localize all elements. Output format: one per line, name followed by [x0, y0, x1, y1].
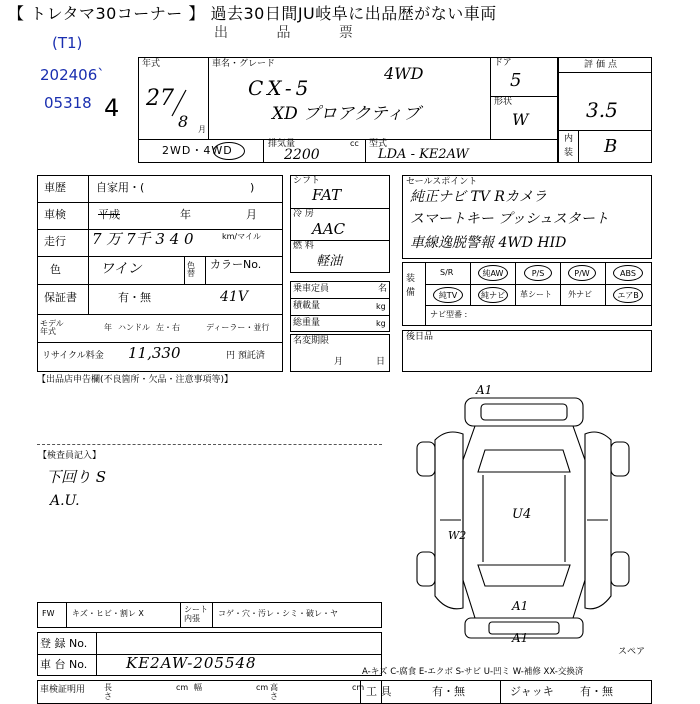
chassis-value: KE2AW-205548: [126, 654, 257, 672]
recycle-unit: 円 預託済: [226, 351, 265, 361]
diagram-spare: スペア: [618, 647, 646, 657]
score-value: 3.5: [586, 98, 618, 122]
month-unit: 月: [198, 125, 206, 134]
gross-label: 総重量: [293, 318, 321, 328]
car-name: CX-5: [248, 76, 313, 100]
diagram-mark-bumper: A1: [512, 631, 529, 645]
color-value: ワイン: [100, 261, 142, 277]
car-grade: XD プロアクティブ: [272, 104, 421, 124]
recycle-label: リサイクル料金: [42, 351, 104, 361]
handle-label: ハンドル: [118, 323, 150, 332]
displacement-unit: cc: [350, 139, 359, 148]
mileage-value: 7 万 7千 3 4 0: [92, 230, 194, 248]
equip-sr: S/R: [440, 268, 454, 277]
tools-label: 工 具: [366, 685, 392, 698]
interior-value: B: [604, 136, 618, 157]
shaken-year: 年: [180, 208, 191, 221]
tools-value: 有・無: [432, 685, 465, 698]
model-label: 型式: [369, 139, 388, 149]
capacity-unit: 名: [378, 284, 388, 294]
load-unit: kg: [376, 302, 386, 311]
equip-airbag: エアB: [613, 287, 643, 303]
sales-point-3: 車線逸脱警報 4WD HID: [410, 235, 567, 251]
equip-abs: ABS: [613, 265, 643, 281]
capacity-label: 乗車定員: [293, 284, 330, 294]
model-value: LDA - KE2AW: [378, 147, 469, 162]
header-title: 出 品 票: [214, 25, 375, 41]
shaken-month: 月: [246, 208, 257, 221]
warranty-label: 保証書: [44, 291, 77, 304]
shaken-label: 車検: [44, 208, 66, 221]
fw-text: キズ・ヒビ・割レ X: [72, 609, 144, 618]
drive-4wd-circle: [213, 142, 245, 160]
recycle-value: 11,330: [128, 344, 181, 362]
sales-points-label: セールスポイント: [406, 177, 478, 187]
displacement-value: 2200: [284, 147, 320, 163]
dealer-label: ディーラー・並行: [206, 323, 270, 332]
history-value: 自家用・(: [96, 181, 145, 194]
diagram-mark-rear: A1: [512, 599, 529, 613]
equip-ps: P/S: [524, 265, 552, 281]
rename-label: 名変期限: [293, 336, 330, 346]
rename-day: 日: [376, 357, 386, 367]
fuel-label: 燃 料: [293, 241, 314, 251]
registration-label: 登 録 No.: [40, 637, 88, 650]
mileage-label: 走行: [44, 235, 66, 248]
nav-model-label: ナビ型番 :: [430, 310, 468, 319]
shaken-era: 平成: [98, 208, 120, 221]
displacement-label: 排気量: [268, 139, 296, 149]
model-year-label: モデル年式: [40, 319, 64, 336]
month-value: 8: [178, 112, 189, 131]
chassis-label: 車 台 No.: [40, 658, 88, 671]
load-label: 積載量: [293, 301, 321, 311]
score-label: 評価点: [584, 60, 621, 70]
equip-pw: P/W: [568, 265, 596, 281]
year-slash: [168, 88, 188, 118]
color-change: 色替: [187, 261, 195, 278]
interior-label-bottom: 装: [564, 148, 574, 158]
inspector-title: 【検査員記入】: [38, 451, 102, 461]
lot-suffix: 4: [104, 94, 120, 122]
seat-text: コゲ・穴・汚レ・シミ・破レ・ヤ: [218, 609, 338, 618]
damage-legend: A-キズ C-腐食 E-エクボ S-サビ U-凹ミ W-補修 XX-交換済: [362, 667, 584, 677]
jack-label: ジャッキ: [510, 685, 554, 698]
equip-aw: 純AW: [478, 265, 508, 281]
mileage-unit: km/マイル: [222, 232, 261, 241]
equip-nav: 純ナビ: [478, 287, 508, 303]
equip-extnav: 外ナビ: [568, 290, 592, 299]
shift-value: FAT: [312, 186, 342, 204]
gross-unit: kg: [376, 319, 386, 328]
year-value: 27: [146, 86, 174, 111]
car-drive: 4WD: [384, 64, 424, 83]
cert-height: 高さ: [270, 683, 278, 701]
car-label: 車名・グレード: [212, 59, 276, 69]
cert-width: 幅: [194, 683, 202, 692]
notes-title: 【出品店申告欄(不良箇所・欠品・注意事項等)】: [37, 375, 234, 385]
banner: 【 トレタマ30コーナー 】 過去30日間JU岐阜に出品歴がない車両: [8, 4, 497, 23]
fuel-value: 軽油: [316, 254, 343, 269]
interior-label-top: 内: [564, 134, 574, 144]
year-label: 年式: [142, 59, 161, 69]
ac-label: 冷 房: [293, 209, 314, 219]
sales-point-1: 純正ナビ TV Rカメラ: [410, 189, 547, 205]
color-no-value: 41V: [220, 289, 248, 305]
doors-label: ドア: [494, 58, 512, 68]
equipment-label: 装備: [406, 274, 416, 298]
color-no-label: カラーNo.: [210, 258, 262, 271]
overlay-code-2: 05318: [44, 94, 92, 112]
model-year-unit: 年: [104, 323, 112, 332]
warranty-value: 有・無: [118, 291, 151, 304]
sales-point-2: スマートキー プッシュスタート: [410, 211, 609, 227]
diagram-mark-left: W2: [448, 529, 467, 542]
rename-unit: 月: [334, 357, 344, 367]
doors-value: 5: [510, 70, 522, 91]
overlay-code-1: 202406`: [40, 66, 105, 84]
history-label: 車歴: [44, 181, 66, 194]
inspector-note-2: A.U.: [50, 493, 80, 509]
cert-row: [37, 680, 382, 704]
cert-height-unit: cm: [352, 683, 365, 692]
overlay-tag: (T1): [52, 34, 83, 52]
ac-value: AAC: [312, 220, 346, 238]
cert-width-unit: cm: [256, 683, 269, 692]
diagram-mark-roof: U4: [512, 507, 532, 522]
cert-length: 長さ: [104, 683, 112, 701]
fw-label: FW: [42, 609, 55, 618]
shape-value: W: [512, 110, 529, 129]
cert-label: 車検証明用: [40, 685, 86, 695]
rear-items-label: 後日品: [406, 332, 434, 342]
jack-value: 有・無: [580, 685, 613, 698]
equip-tv: 純TV: [433, 287, 463, 303]
seat-label: シート 内張: [184, 605, 208, 623]
equip-leather: 革シート: [520, 290, 552, 299]
color-label: 色: [50, 263, 61, 276]
history-close: ): [250, 181, 255, 194]
rear-items-box: [402, 330, 652, 372]
handle-value: 左・右: [156, 323, 180, 332]
shape-label: 形状: [494, 97, 513, 107]
cert-length-unit: cm: [176, 683, 189, 692]
shift-label: シフト: [293, 176, 321, 186]
inspector-note-1: 下回り S: [46, 468, 107, 486]
diagram-mark-front: A1: [476, 383, 493, 397]
drive-options: 2WD・4WD: [162, 144, 233, 157]
